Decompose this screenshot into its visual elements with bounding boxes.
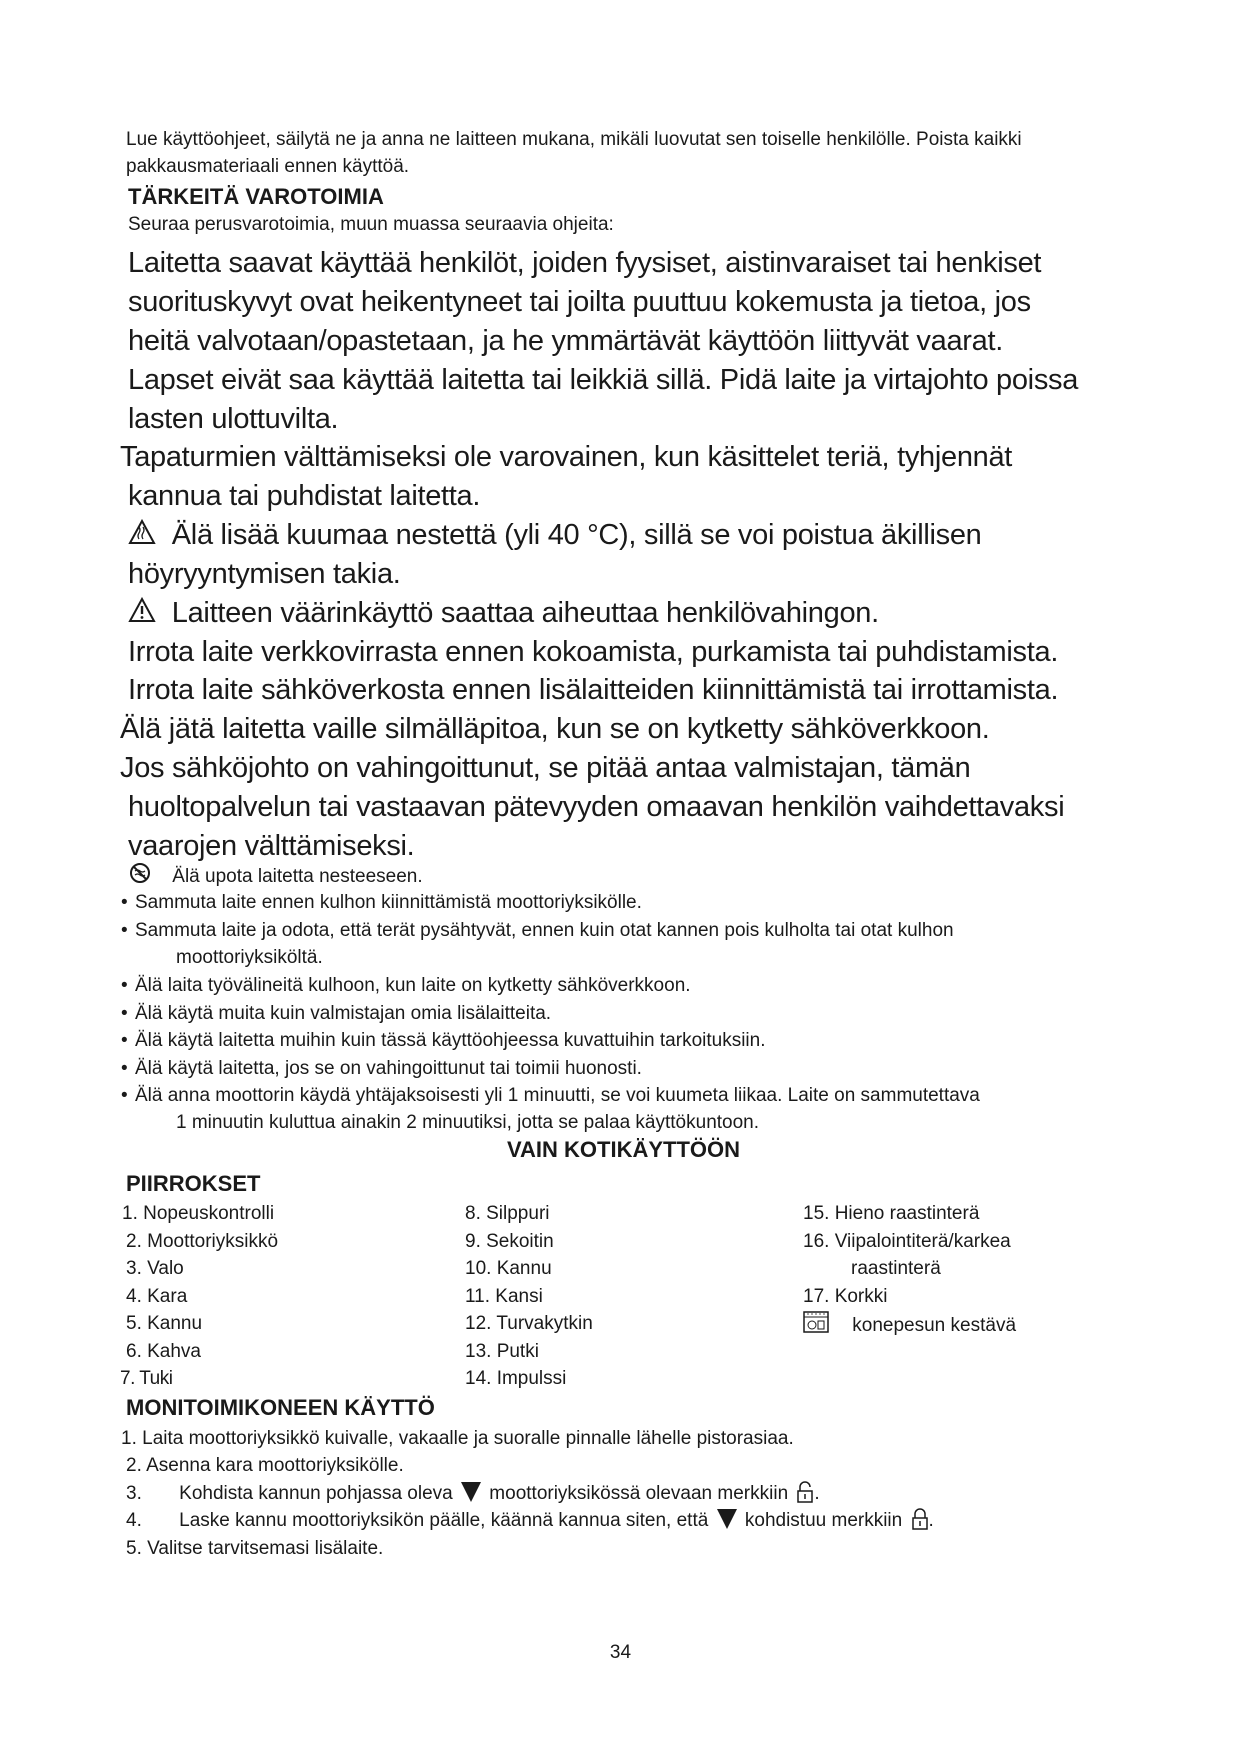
part-label: 12. Turvakytkin xyxy=(465,1313,593,1334)
list-item: • Sammuta laite ja odota, että terät pysähtyvät, ennen kuin otat kannen pois kulholta tai otat kulhon xyxy=(135,918,954,944)
alignment-triangle-icon xyxy=(461,1482,481,1502)
warning-line: vaarojen välttämiseksi. xyxy=(128,830,415,862)
part-label: 16. Viipalointiterä/karkea xyxy=(803,1231,1011,1252)
warning-line: höyryyntymisen takia. xyxy=(128,558,401,590)
intro-line-2: pakkausmateriaali ennen käyttöä. xyxy=(126,156,410,177)
locked-padlock-icon xyxy=(911,1508,929,1538)
warning-line: lasten ulottuvilta. xyxy=(128,403,339,435)
no-immerse-text: Älä upota laitetta nesteeseen. xyxy=(172,866,423,888)
warning-line: suorituskyvyt ovat heikentyneet tai joilta puuttuu kokemusta ja tietoa, jos xyxy=(128,286,1031,318)
list-item: • Sammuta laite ennen kulhon kiinnittämistä moottoriyksikölle. xyxy=(135,890,642,916)
warning-line: Älä lisää kuumaa nestettä (yli 40 °C), sillä se voi poistua äkillisen xyxy=(171,519,982,551)
part-label: 7. Tuki xyxy=(120,1368,173,1389)
part-label: 11. Kansi xyxy=(465,1286,543,1307)
step-number: 4. xyxy=(126,1510,142,1531)
list-item: • Älä laita työvälineitä kulhoon, kun laite on kytketty sähköverkkoon. xyxy=(135,973,691,999)
warning-line: Irrota laite verkkovirrasta ennen kokoamista, purkamista tai puhdistamista. xyxy=(128,636,1059,668)
part-label: 1. Nopeuskontrolli xyxy=(122,1203,275,1224)
hot-steam-warning-icon xyxy=(128,517,156,555)
dishwasher-safe-icon xyxy=(803,1311,829,1341)
part-label: 4. Kara xyxy=(126,1286,188,1307)
dishwasher-safe-label: konepesun kestävä xyxy=(852,1315,1017,1337)
step-text: Laske kannu moottoriyksikön päälle, käännä kannua siten, että xyxy=(179,1510,709,1531)
list-item: • Älä käytä muita kuin valmistajan omia lisälaitteita. xyxy=(135,1001,551,1027)
part-label: 8. Silppuri xyxy=(465,1203,550,1224)
warning-line: Tapaturmien välttämiseksi ole varovainen, kun käsittelet teriä, tyhjennät xyxy=(120,441,1013,473)
hot-liquid-warning xyxy=(128,516,982,555)
warning-line: Laitetta saavat käyttää henkilöt, joiden fyysiset, aistinvaraiset tai henkiset xyxy=(128,247,1042,279)
warning-line: Lapset eivät saa käyttää laitetta tai leikkiä sillä. Pidä laite ja virtajohto poissa xyxy=(128,364,1079,396)
drawings-heading: PIIRROKSET xyxy=(126,1171,261,1196)
safety-heading: TÄRKEITÄ VAROTOIMIA xyxy=(128,184,384,209)
warning-line: Laitteen väärinkäyttö saattaa aiheuttaa henkilövahingon. xyxy=(171,597,879,629)
household-use-heading: VAIN KOTIKÄYTTÖÖN xyxy=(506,1137,741,1162)
warning-line: Älä jätä laitetta vaille silmälläpitoa, kun se on kytketty sähköverkkoon. xyxy=(120,713,990,745)
misuse-warning xyxy=(128,594,879,633)
step-text: moottoriyksikössä olevaan merkkiin xyxy=(489,1483,789,1504)
part-label: 10. Kannu xyxy=(465,1258,552,1279)
usage-heading: MONITOIMIKONEEN KÄYTTÖ xyxy=(126,1395,435,1420)
warning-triangle-icon xyxy=(128,595,156,633)
warning-line: Jos sähköjohto on vahingoittunut, se pitää antaa valmistajan, tämän xyxy=(120,752,971,784)
dishwasher-row xyxy=(803,1311,1016,1341)
part-label: 5. Kannu xyxy=(126,1313,203,1334)
page-number: 34 xyxy=(609,1642,632,1663)
list-item-continuation: 1 minuutin kuluttua ainakin 2 minuutiksi, jotta se palaa käyttökuntoon. xyxy=(176,1112,760,1133)
step-text: Kohdista kannun pohjassa oleva xyxy=(179,1483,453,1504)
list-item: • Älä käytä laitetta muihin kuin tässä käyttöohjeessa kuvattuihin tarkoituksiin. xyxy=(135,1028,766,1054)
step-text: kohdistuu merkkiin xyxy=(744,1510,903,1531)
no-immerse-row xyxy=(129,862,423,892)
part-label: 6. Kahva xyxy=(126,1341,201,1362)
warning-line: Irrota laite sähköverkosta ennen lisälaitteiden kiinnittämistä tai irrottamista. xyxy=(128,674,1059,706)
intro-line-1: Lue käyttöohjeet, säilytä ne ja anna ne laitteen mukana, mikäli luovutat sen toiselle henkilölle. Poista kaikki xyxy=(126,129,1022,150)
usage-step: 1. Laita moottoriyksikkö kuivalle, vakaalle ja suoralle pinnalle lähelle pistorasiaa. xyxy=(121,1428,794,1449)
unlocked-padlock-icon xyxy=(796,1481,814,1511)
safety-subheading: Seuraa perusvarotoimia, muun muassa seuraavia ohjeita: xyxy=(128,214,614,235)
usage-step: 2. Asenna kara moottoriyksikölle. xyxy=(126,1455,404,1476)
warning-line: heitä valvotaan/opastetaan, ja he ymmärtävät käyttöön liittyvät vaarat. xyxy=(128,325,1003,357)
part-label: 14. Impulssi xyxy=(465,1368,567,1389)
part-label: 3. Valo xyxy=(126,1258,184,1279)
usage-step-3: 3. Kohdista kannun pohjassa oleva moottoriyksikössä olevaan merkkiin . xyxy=(126,1481,820,1511)
step-number: 3. xyxy=(126,1483,142,1504)
part-label: 9. Sekoitin xyxy=(465,1231,554,1252)
list-item-continuation: moottoriyksiköltä. xyxy=(176,947,323,968)
part-label: 2. Moottoriyksikkö xyxy=(126,1231,279,1252)
no-immerse-icon xyxy=(129,862,151,892)
part-label: 13. Putki xyxy=(465,1341,539,1362)
list-item: • Älä anna moottorin käydä yhtäjaksoisesti yli 1 minuutti, se voi kuumeta liikaa. Laite on sammutettava xyxy=(135,1083,980,1109)
warning-line: huoltopalvelun tai vastaavan pätevyyden omaavan henkilön vaihdettavaksi xyxy=(128,791,1065,823)
warning-line: kannua tai puhdistat laitetta. xyxy=(128,480,481,512)
usage-step: 5. Valitse tarvitsemasi lisälaite. xyxy=(126,1538,384,1559)
part-label-continuation: raastinterä xyxy=(851,1258,941,1279)
list-item: • Älä käytä laitetta, jos se on vahingoittunut tai toimii huonosti. xyxy=(135,1056,642,1082)
usage-step-4: 4. Laske kannu moottoriyksikön päälle, käännä kannua siten, että kohdistuu merkkiin . xyxy=(126,1508,934,1538)
part-label: 17. Korkki xyxy=(803,1286,888,1307)
part-label: 15. Hieno raastinterä xyxy=(803,1203,980,1224)
alignment-triangle-icon xyxy=(717,1509,737,1529)
